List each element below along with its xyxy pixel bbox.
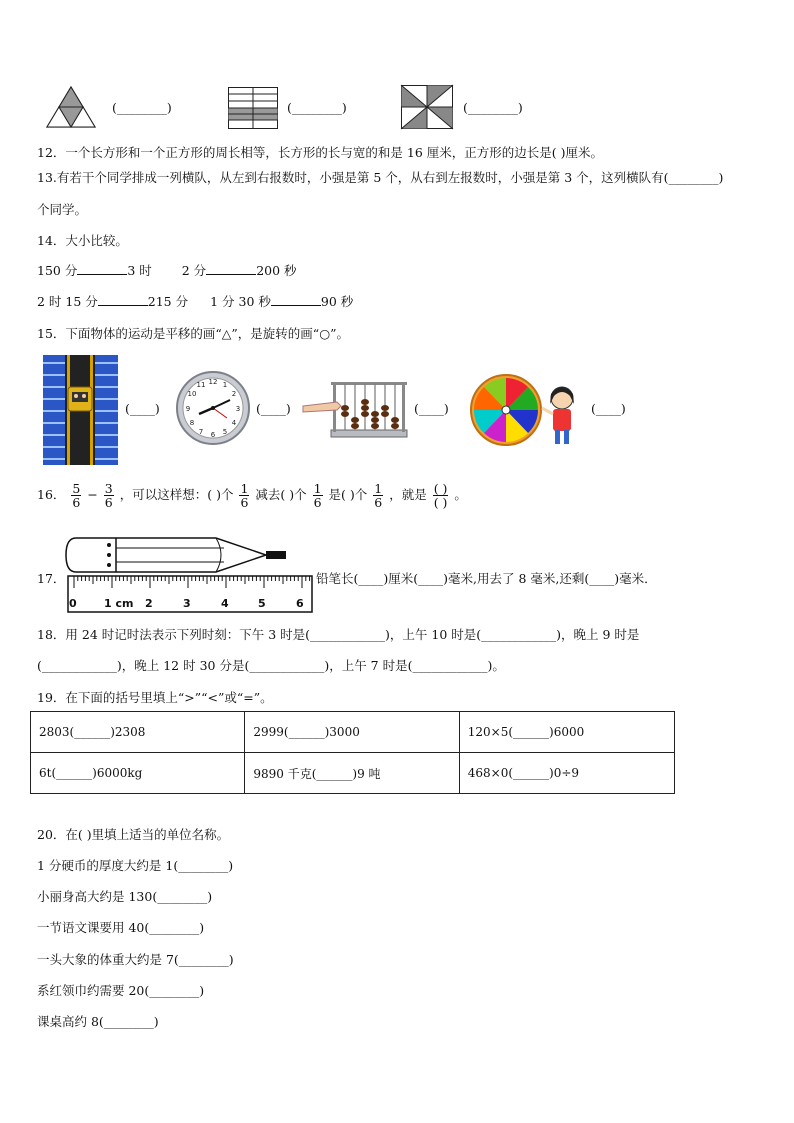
numerator: 5 bbox=[72, 481, 81, 496]
ruler-label: 4 bbox=[221, 597, 229, 610]
question-15-title: 15．下面物体的运动是平移的画“△”，是旋转的画“○”。 bbox=[37, 326, 349, 341]
answer-fraction[interactable] bbox=[433, 482, 449, 509]
list-item[interactable]: 小丽身高大约是 130(________) bbox=[37, 889, 213, 904]
table-cell[interactable]: 120×5(______)6000 bbox=[459, 712, 674, 753]
denominator: 6 bbox=[313, 495, 322, 510]
question-13-line1: 13.有若干个同学排成一列横队，从左到右报数时，小强是第 5 个，从右到左报数时，小强是第 3 个，这列横队有(________) bbox=[37, 170, 724, 185]
answer-numerator[interactable]: ( ) bbox=[433, 481, 448, 496]
svg-text:8: 8 bbox=[189, 419, 195, 427]
compare-blank[interactable] bbox=[98, 293, 148, 306]
q11-blank-a[interactable]: (________) bbox=[112, 100, 172, 115]
ruler-label: 2 bbox=[145, 597, 153, 610]
table-cell[interactable]: 2803(______)2308 bbox=[31, 712, 245, 753]
compare-left: 1 分 30 秒 bbox=[210, 294, 271, 309]
svg-text:1: 1 bbox=[222, 381, 228, 389]
compare-right: 200 秒 bbox=[256, 263, 297, 278]
svg-text:12: 12 bbox=[208, 378, 218, 386]
compare-blank[interactable] bbox=[206, 262, 256, 275]
q16-end: 。 bbox=[454, 487, 467, 502]
question-12: 12．一个长方形和一个正方形的周长相等，长方形的长与宽的和是 16 厘米，正方形的边长是( )厘米。 bbox=[37, 145, 603, 160]
compare-left: 150 分 bbox=[37, 263, 78, 278]
list-item[interactable]: 系红领巾约需要 20(________) bbox=[37, 983, 205, 998]
triangle-figure bbox=[46, 86, 96, 128]
q16-text-3: 是( )个 bbox=[328, 487, 368, 502]
minus-sign: − bbox=[87, 487, 98, 502]
compare-blank[interactable] bbox=[271, 293, 321, 306]
denominator: 6 bbox=[240, 495, 249, 510]
table-cell[interactable]: 2999(______)3000 bbox=[245, 712, 459, 753]
numerator: 1 bbox=[240, 481, 249, 496]
svg-text:3: 3 bbox=[235, 405, 241, 413]
svg-text:4: 4 bbox=[231, 419, 237, 427]
question-18-line1: 18．用 24 时记时法表示下列时刻：下午 3 时是(____________)，上午 10 时是(____________)，晚上 9 时是 bbox=[37, 627, 640, 642]
question-14-title: 14．大小比较。 bbox=[37, 233, 128, 248]
comparison-table bbox=[30, 711, 675, 794]
q15-blank-clock[interactable]: (____) bbox=[256, 401, 291, 416]
q15-blank-abacus[interactable]: (____) bbox=[414, 401, 449, 416]
ruler-label: 5 bbox=[258, 597, 266, 610]
list-item[interactable]: 一头大象的体重大约是 7(________) bbox=[37, 952, 234, 967]
pencil-ruler-image bbox=[66, 536, 316, 614]
question-14-row1 bbox=[37, 261, 297, 279]
q16-label: 16． bbox=[37, 487, 66, 502]
numerator: 1 bbox=[313, 481, 322, 496]
svg-text:9: 9 bbox=[185, 405, 191, 413]
question-14-row2 bbox=[37, 292, 353, 310]
answer-denominator[interactable]: ( ) bbox=[433, 495, 448, 510]
numerator: 3 bbox=[104, 481, 113, 496]
striped-rectangle-figure bbox=[228, 87, 278, 129]
question-18-line2: (____________)，晚上 12 时 30 分是(____________)，上午 7 时是(____________)。 bbox=[37, 658, 505, 673]
list-item[interactable]: 1 分硬币的厚度大约是 1(________) bbox=[37, 858, 234, 873]
abacus-image bbox=[303, 380, 407, 438]
question-19-title: 19．在下面的括号里填上“>”“<”或“=”。 bbox=[37, 690, 273, 705]
svg-text:6: 6 bbox=[210, 431, 216, 439]
spinner-wheel-girl-image bbox=[470, 374, 586, 446]
question-13-line2: 个同学。 bbox=[37, 202, 88, 217]
fraction-1-6 bbox=[239, 482, 249, 509]
q16-text-1: ，可以这样想：( )个 bbox=[119, 487, 234, 502]
table-cell[interactable]: 468×0(______)0÷9 bbox=[459, 753, 674, 794]
square-sectors-figure bbox=[401, 85, 453, 129]
fraction-5-6 bbox=[71, 482, 81, 509]
denominator: 6 bbox=[72, 495, 81, 510]
compare-right: 215 分 bbox=[147, 294, 189, 309]
table-cell[interactable]: 9890 千克(______)9 吨 bbox=[245, 753, 459, 794]
svg-text:7: 7 bbox=[198, 428, 204, 436]
compare-right: 90 秒 bbox=[320, 294, 354, 309]
fraction-3-6 bbox=[104, 482, 114, 509]
list-item[interactable]: 一节语文课要用 40(________) bbox=[37, 920, 205, 935]
compare-blank[interactable] bbox=[77, 262, 127, 275]
denominator: 6 bbox=[374, 495, 383, 510]
svg-text:10: 10 bbox=[187, 390, 197, 398]
ruler-label: 1 cm bbox=[104, 597, 134, 610]
fraction-1-6 bbox=[313, 482, 323, 509]
compare-left: 2 时 15 分 bbox=[37, 294, 98, 309]
table-cell[interactable]: 6t(______)6000kg bbox=[31, 753, 245, 794]
ruler-label: 6 bbox=[296, 597, 304, 610]
question-20-title: 20．在( )里填上适当的单位名称。 bbox=[37, 827, 230, 842]
numerator: 1 bbox=[374, 481, 383, 496]
q16-text-4: ，就是 bbox=[389, 487, 427, 502]
question-17-text: 铅笔长(____)厘米(____)毫米,用去了 8 毫米,还剩(____)毫米． bbox=[316, 571, 657, 586]
fraction-1-6 bbox=[373, 482, 383, 509]
ruler-label: 0 bbox=[69, 597, 77, 610]
q15-blank-wheel[interactable]: (____) bbox=[591, 401, 626, 416]
list-item[interactable]: 课桌高约 8(________) bbox=[37, 1014, 159, 1029]
clock-image bbox=[175, 370, 251, 446]
svg-text:11: 11 bbox=[196, 381, 206, 389]
ruler-label: 3 bbox=[183, 597, 191, 610]
q11-blank-b[interactable]: (________) bbox=[287, 100, 347, 115]
denominator: 6 bbox=[104, 495, 113, 510]
q15-blank-elevator[interactable]: (____) bbox=[125, 401, 160, 416]
q16-text-2: 减去( )个 bbox=[255, 487, 307, 502]
compare-right: 3 时 bbox=[127, 263, 152, 278]
question-16 bbox=[37, 482, 467, 509]
svg-text:5: 5 bbox=[222, 428, 228, 436]
compare-left: 2 分 bbox=[181, 263, 207, 278]
q17-label: 17． bbox=[37, 571, 66, 586]
table-row bbox=[31, 712, 675, 753]
q11-blank-c[interactable]: (________) bbox=[463, 100, 523, 115]
elevator-image bbox=[43, 355, 118, 465]
svg-text:2: 2 bbox=[231, 390, 237, 398]
table-row bbox=[31, 753, 675, 794]
